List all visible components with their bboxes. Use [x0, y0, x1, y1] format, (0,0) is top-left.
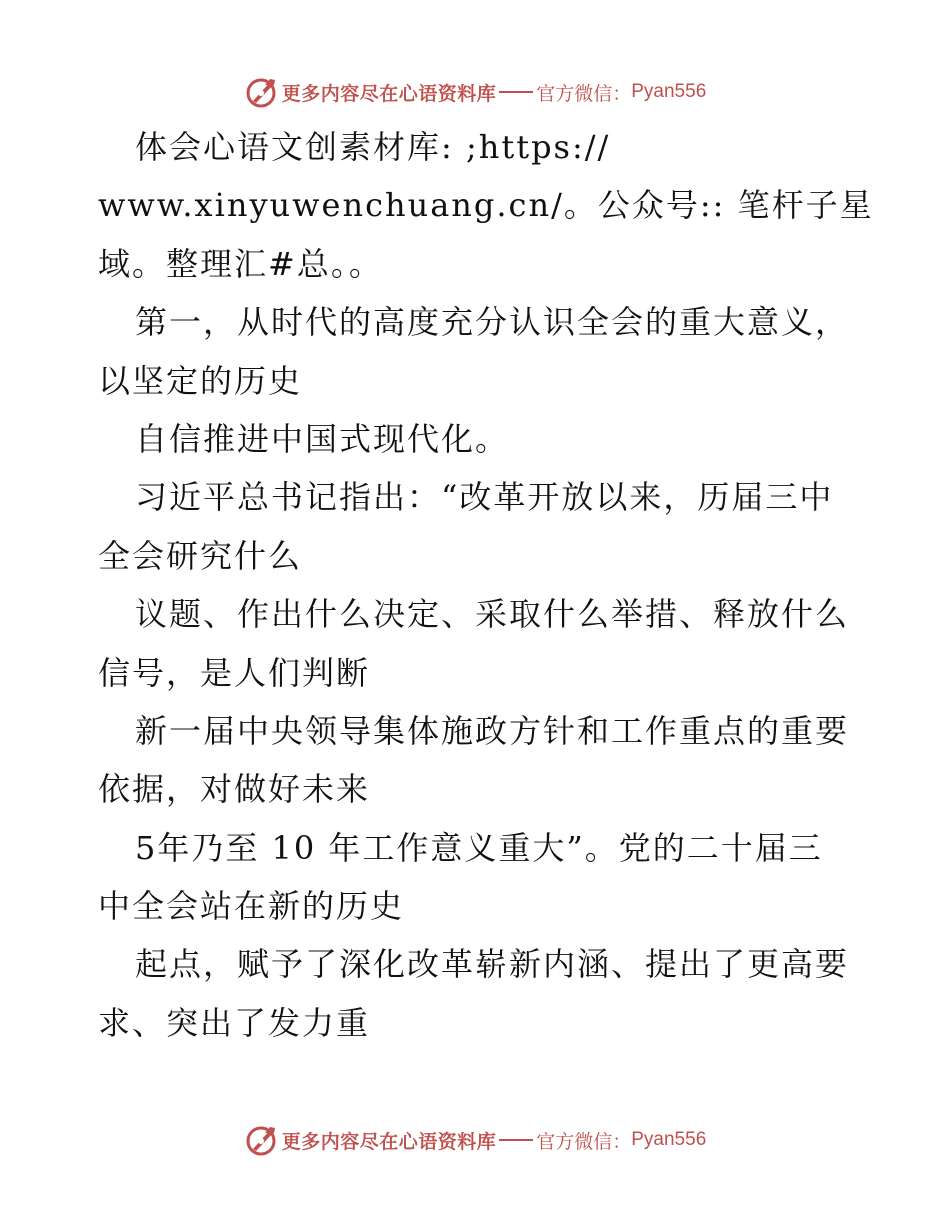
footer-watermark-banner	[0, 1120, 950, 1160]
banner-wechat-id: Pyan556	[631, 81, 707, 102]
text-line: 中全会站在新的历史	[98, 887, 405, 926]
quill-pen-logo-icon	[244, 1123, 278, 1157]
text-line: 全会研究什么	[98, 536, 303, 575]
banner-wechat-label: 官方微信：	[536, 82, 632, 105]
text-line: 5年乃至 10 年工作意义重大”。党的二十届三	[135, 828, 823, 867]
text-line: www.xinyuwenchuang.cn/。公众号:: 笔杆子星	[98, 186, 874, 225]
text-line: 以坚定的历史	[98, 361, 303, 400]
banner-dash-divider	[499, 91, 533, 93]
text-line: 自信推进中国式现代化。	[135, 419, 510, 458]
text-line: 信号，是人们判断	[98, 653, 371, 692]
banner-library-text: 更多内容尽在心语资料库	[281, 82, 497, 105]
text-line: 新一届中央领导集体施政方针和工作重点的重要	[135, 711, 850, 750]
quill-pen-logo-icon	[244, 75, 278, 109]
text-line: 起点，赋予了深化改革崭新内涵、提出了更高要	[135, 945, 850, 984]
text-line: 习近平总书记指出：“改革开放以来，历届三中	[135, 478, 834, 517]
text-line: 求、突出了发力重	[98, 1003, 371, 1042]
text-line: 依据，对做好未来	[98, 770, 371, 809]
banner-wechat-id: Pyan556	[631, 1129, 707, 1150]
header-watermark-banner	[0, 72, 950, 112]
text-line: 议题、作出什么决定、采取什么举措、释放什么	[135, 595, 850, 634]
text-line: 体会心语文创素材库: ;https://	[135, 128, 611, 166]
document-body	[98, 118, 874, 1052]
banner-library-text: 更多内容尽在心语资料库	[281, 1130, 497, 1153]
banner-wechat-label: 官方微信：	[536, 1130, 632, 1153]
text-line: 域。整理汇#总。。	[98, 244, 383, 283]
banner-dash-divider	[499, 1139, 533, 1141]
text-line: 第一，从时代的高度充分认识全会的重大意义，	[135, 303, 850, 342]
